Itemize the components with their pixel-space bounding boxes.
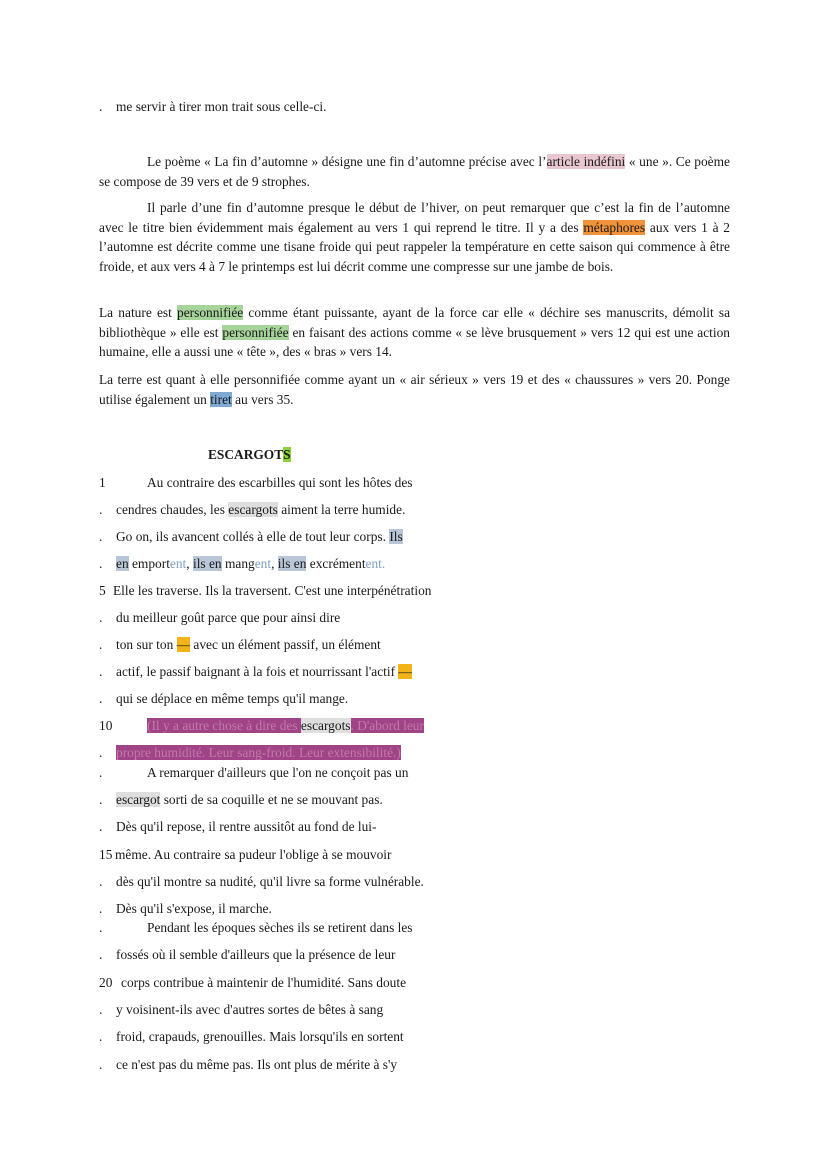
highlight-en: en [116, 556, 129, 571]
highlight-dash: — [398, 664, 412, 679]
poem-line: Dès qu'il s'expose, il marche. [116, 901, 272, 916]
text-run: sorti de sa coquille et ne se mouvant pas. [160, 792, 383, 807]
text-run: cendres chaudes, les [116, 502, 229, 517]
text-run: La nature est [99, 305, 178, 320]
line-number: . [99, 529, 103, 544]
verb-ending: ent. [365, 556, 386, 571]
line-number: . [99, 556, 103, 571]
line-number: . [99, 1057, 103, 1072]
line-number: . [99, 691, 103, 706]
text-run: actif, le passif baignant à la fois et nourrissant l'actif [116, 664, 399, 679]
text-run: en faisant des actions comme « se lève brusquement » vers 12 qui est une action humaine, elle a aussi une « tête », des « bras » vers 14. [99, 324, 731, 359]
verb-ending: ent [169, 556, 187, 571]
poem-title [208, 445, 291, 465]
poem-line: Au contraire des escarbilles qui sont les hôtes des [147, 475, 413, 490]
highlight-escargot: escargot [116, 792, 161, 807]
line-number: . [99, 765, 103, 780]
text-run: Go on, ils avancent collés à elle de tout leur corps. [116, 529, 390, 544]
poem-line: Elle les traverse. Ils la traversent. C'est une interpénétration [113, 583, 432, 598]
line-number: . [99, 901, 103, 916]
line-number: . [99, 99, 103, 114]
text-run: au vers 35. [231, 391, 294, 407]
analysis-paragraph-1 [99, 152, 730, 191]
text-run: , [186, 556, 193, 571]
poem-line [116, 743, 401, 763]
line-number: . [99, 745, 103, 760]
highlight-dash: — [176, 637, 191, 652]
poem-line: ce n'est pas du même pas. Ils ont plus de mérite à s'y [116, 1057, 398, 1072]
poem-line [116, 790, 383, 810]
text-run: La terre est quant à elle personnifiée comme ayant un « air sérieux » vers 19 et des « chaussures » vers 20. Ponge utilise également un [99, 372, 730, 407]
line-number: . [99, 610, 103, 625]
poem-line: même. Au contraire sa pudeur l'oblige à se mouvoir [115, 847, 392, 862]
highlight-ils-en: ils en [192, 556, 222, 571]
poem-line: Dès qu'il repose, il rentre aussitôt au fond de lui- [116, 819, 377, 834]
highlight-ils: Ils [389, 529, 403, 544]
line-number: 15 [99, 847, 113, 862]
poem-line: A remarquer d'ailleurs que l'on ne conçoit pas un [147, 765, 409, 780]
line-number: . [99, 874, 103, 889]
verb-ending: ent [254, 556, 272, 571]
line-number: 10 [99, 718, 113, 733]
highlight-parenthesis: . D'abord leur [350, 718, 424, 733]
poem-line [116, 527, 403, 547]
poem-line [116, 554, 385, 574]
poem-line: Pendant les époques sèches ils se retirent dans les [147, 920, 413, 935]
poem-line: du meilleur goût parce que pour ainsi dire [116, 610, 341, 625]
line-number: . [99, 920, 103, 935]
highlight-personnifiee: personnifiée [222, 324, 289, 340]
line-number: . [99, 637, 103, 652]
text-run: « une ». Ce poème se compose de 39 vers et de 9 strophes. [99, 154, 730, 189]
text-run: Le poème « La fin d’automne » désigne une fin d’automne précise avec l’ [147, 154, 547, 169]
text-run: emport [128, 556, 170, 571]
text-run: comme étant puissante, ayant de la force car elle « déchire ses manuscrits, démolit sa bibliothèque » elle est [99, 305, 731, 340]
highlight-personnifiee: personnifiée [177, 305, 244, 320]
poem-line: corps contribue à maintenir de l'humidité. Sans doute [121, 975, 407, 990]
line-number: . [99, 1002, 103, 1017]
poem-line: fossés où il semble d'ailleurs que la présence de leur [116, 947, 396, 962]
title-highlight: S [283, 447, 291, 462]
line-number: . [99, 947, 103, 962]
line-number: . [99, 1029, 103, 1044]
poem-line [147, 716, 424, 736]
text-run: , [271, 556, 278, 571]
text-run: avec un élément passif, un élément [190, 637, 381, 652]
highlight-escargots: escargots [300, 718, 351, 733]
text-run: aiment la terre humide. [277, 502, 406, 517]
text-run: excrément [306, 556, 366, 571]
line-number: . [99, 792, 103, 807]
text-run: aux vers 1 à 2 l’automne est décrite comme une tisane froide qui peut rappeler la température en cette saison qui commence à être froide, et aux vers 4 à 7 le printemps est lui décrit comme une compresse sur une jambe de bois. [99, 219, 731, 274]
highlight-tiret: tiret [210, 391, 232, 407]
highlight-article-indefini: article indéfini [546, 154, 626, 169]
text-run: mang [221, 556, 255, 571]
text-run: Il parle d’une fin d’automne presque le début de l’hiver, on peut remarquer que c’est la fin de l’automne avec le titre bien évidemment mais également au vers 1 qui reprend le titre. Il y a des [99, 200, 730, 235]
analysis-paragraph-2 [99, 198, 730, 276]
highlight-ils-en: ils en [277, 556, 307, 571]
title-text: ESCARGOT [208, 447, 284, 462]
text-run: ton sur ton [116, 637, 177, 652]
poem-line: froid, crapauds, grenouilles. Mais lorsqu'ils en sortent [116, 1029, 404, 1044]
line-number: 20 [99, 975, 113, 990]
line-number: . [99, 502, 103, 517]
poem-line: qui se déplace en même temps qu'il mange. [116, 691, 349, 706]
line-number: 5 [99, 583, 106, 598]
line-number: . [99, 664, 103, 679]
highlight-parenthesis: propre humidité. Leur sang-froid. Leur extensibilité.) [116, 745, 401, 760]
poem-line [116, 500, 405, 520]
analysis-paragraph-3 [99, 303, 730, 362]
highlight-parenthesis: (Il y a autre chose à dire des [147, 718, 301, 733]
highlight-metaphores: métaphores [583, 219, 646, 235]
poem-line: dès qu'il montre sa nudité, qu'il livre sa forme vulnérable. [116, 874, 424, 889]
poem-line [116, 635, 381, 655]
poem-line: y voisinent-ils avec d'autres sortes de bêtes à sang [116, 1002, 384, 1017]
highlight-escargots: escargots [228, 502, 278, 517]
line-number: 1 [99, 475, 106, 490]
poem-line [116, 662, 412, 682]
analysis-paragraph-4 [99, 370, 730, 409]
line-number: . [99, 819, 103, 834]
poem-line: me servir à tirer mon trait sous celle-ci. [116, 99, 327, 114]
